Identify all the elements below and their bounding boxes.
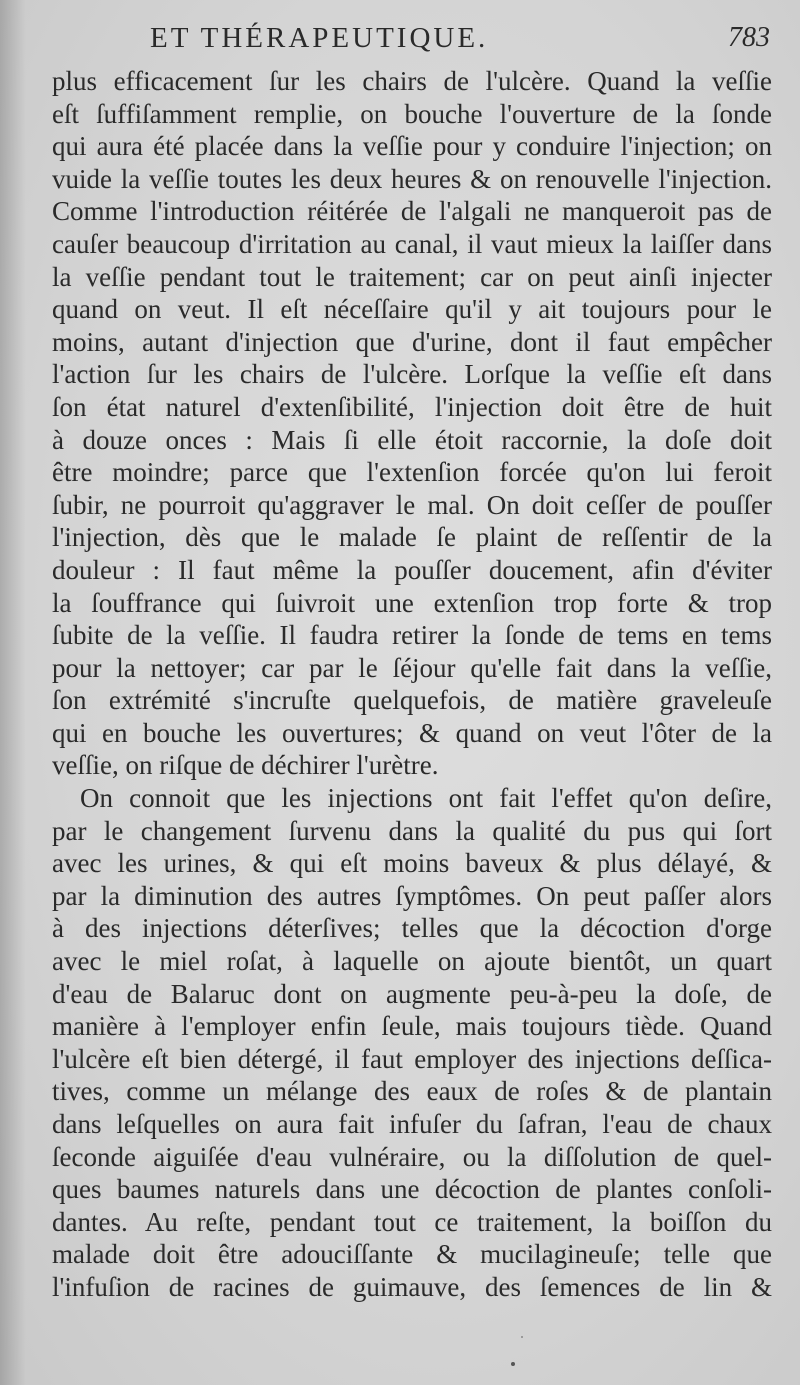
text-line [52, 228, 772, 261]
text-line [52, 1043, 772, 1076]
text-line [52, 1206, 772, 1239]
text-line [52, 1141, 772, 1174]
body-text [52, 65, 772, 1304]
text-line-content: être moindre; parce que l'extenſion forcée qu'on lui feroit [52, 457, 772, 488]
text-line [52, 424, 772, 457]
text-line-content: ſubir, ne pourroit qu'aggraver le mal. On doit ceſſer de pouſſer [52, 489, 772, 520]
text-line-content: tives, comme un mélange des eaux de roſes & de plantain [52, 1076, 772, 1107]
text-line-content: veſſie, on riſque de déchirer l'urètre. [52, 750, 439, 781]
text-line [52, 782, 772, 815]
text-line [52, 847, 772, 880]
text-line-content: pour la nettoyer; car par le ſéjour qu'elle fait dans la veſſie, [52, 652, 772, 683]
page-number: 783 [728, 22, 770, 53]
text-line [52, 326, 772, 359]
text-line [52, 1271, 772, 1304]
text-line [52, 619, 772, 652]
text-line [52, 358, 772, 391]
text-line-content: eſt ſuffiſamment remplie, on bouche l'ouverture de la ſonde [52, 98, 772, 129]
text-line-content: malade doit être adouciſſante & mucilagineuſe; telle que [52, 1239, 772, 1270]
text-line-content: ſon extrémité s'incruſte quelquefois, de matière graveleuſe [52, 685, 772, 716]
ink-speck [521, 1336, 523, 1338]
text-line [52, 521, 772, 554]
text-line [52, 293, 772, 326]
text-line [52, 261, 772, 294]
text-line-content: la veſſie pendant tout le traitement; car on peut ainſi injecter [52, 261, 772, 292]
text-line-content: par le changement ſurvenu dans la qualité du pus qui ſort [52, 815, 772, 846]
text-line-content: manière à l'employer enfin ſeule, mais toujours tiède. Quand [52, 1011, 772, 1042]
text-line [52, 749, 772, 782]
text-line [52, 1238, 772, 1271]
text-line [52, 163, 772, 196]
text-line-content: cauſer beaucoup d'irritation au canal, il vaut mieux la laiſſer dans [52, 228, 772, 259]
text-line [52, 978, 772, 1011]
text-line-content: dans leſquelles on aura fait infuſer du ſafran, l'eau de chaux [52, 1109, 772, 1139]
text-line-content: ques baumes naturels dans une décoction de plantes conſoli- [52, 1174, 772, 1205]
text-line-content: qui aura été placée dans la veſſie pour y conduire l'injection; on [52, 131, 772, 162]
text-line-content: qui en bouche les ouvertures; & quand on veut l'ôter de la [52, 717, 772, 748]
page-edge-shadow [0, 0, 26, 1385]
text-line-content: quand on veut. Il eſt néceſſaire qu'il y ait toujours pour le [52, 294, 772, 325]
text-line [52, 1173, 772, 1206]
text-line-content: l'injection, dès que le malade ſe plaint de reſſentir de la [52, 522, 772, 553]
text-line [52, 945, 772, 978]
text-line [52, 815, 772, 848]
running-title: ET THÉRAPEUTIQUE. [150, 22, 489, 54]
text-line-content: On connoit que les injections ont fait l'effet qu'on deſire, [80, 783, 772, 814]
text-line-content: dantes. Au reſte, pendant tout ce traitement, la boiſſon du [52, 1206, 772, 1237]
text-line-content: moins, autant d'injection que d'urine, dont il faut empêcher [52, 326, 772, 357]
text-line-content: à des injections déterſives; telles que la décoction d'orge [52, 913, 772, 944]
text-line [52, 587, 772, 620]
text-line-content: avec le miel roſat, à laquelle on ajoute bientôt, un quart [52, 946, 772, 977]
text-line-content: ſeconde aiguiſée d'eau vulnéraire, ou la diſſolution de quel- [52, 1141, 772, 1172]
text-line [52, 717, 772, 750]
text-line-content: la ſouffrance qui ſuivroit une extenſion trop forte & trop [52, 587, 772, 618]
text-line [52, 1075, 772, 1108]
text-line [52, 391, 772, 424]
text-line-content: vuide la veſſie toutes les deux heures & on renouvelle l'injection. [52, 163, 772, 194]
text-line-content: l'ulcère eſt bien détergé, il faut employer des injections deſſica- [52, 1043, 772, 1074]
text-line [52, 912, 772, 945]
text-line-content: d'eau de Balaruc dont on augmente peu-à-peu la doſe, de [52, 978, 772, 1009]
text-line-content: par la diminution des autres ſymptômes. On peut paſſer alors [52, 880, 772, 911]
text-line-content: l'infuſion de racines de guimauve, des ſemences de lin & [52, 1271, 772, 1302]
text-line [52, 1108, 772, 1141]
text-line-content: douleur : Il faut même la pouſſer doucement, afin d'éviter [52, 554, 772, 585]
text-line-content: avec les urines, & qui eſt moins baveux & plus délayé, & [52, 848, 772, 879]
text-line [52, 880, 772, 913]
ink-speck [511, 1362, 515, 1366]
text-line-content: l'action ſur les chairs de l'ulcère. Lorſque la veſſie eſt dans [52, 359, 772, 390]
text-line-content: ſubite de la veſſie. Il faudra retirer la ſonde de tems en tems [52, 620, 772, 651]
text-line-content: Comme l'introduction réitérée de l'algali ne manqueroit pas de [52, 196, 772, 227]
text-line [52, 65, 772, 98]
text-line-content: à douze onces : Mais ſi elle étoit raccornie, la doſe doit [52, 424, 772, 455]
text-line [52, 652, 772, 685]
text-line [52, 456, 772, 489]
text-line [52, 489, 772, 522]
text-line [52, 195, 772, 228]
text-line [52, 130, 772, 163]
text-line [52, 554, 772, 587]
text-line-content: ſon état naturel d'extenſibilité, l'injection doit être de huit [52, 391, 772, 422]
text-line [52, 684, 772, 717]
text-line [52, 1010, 772, 1043]
text-line-content: plus efficacement ſur les chairs de l'ulcère. Quand la veſſie [52, 66, 772, 96]
text-line [52, 98, 772, 131]
